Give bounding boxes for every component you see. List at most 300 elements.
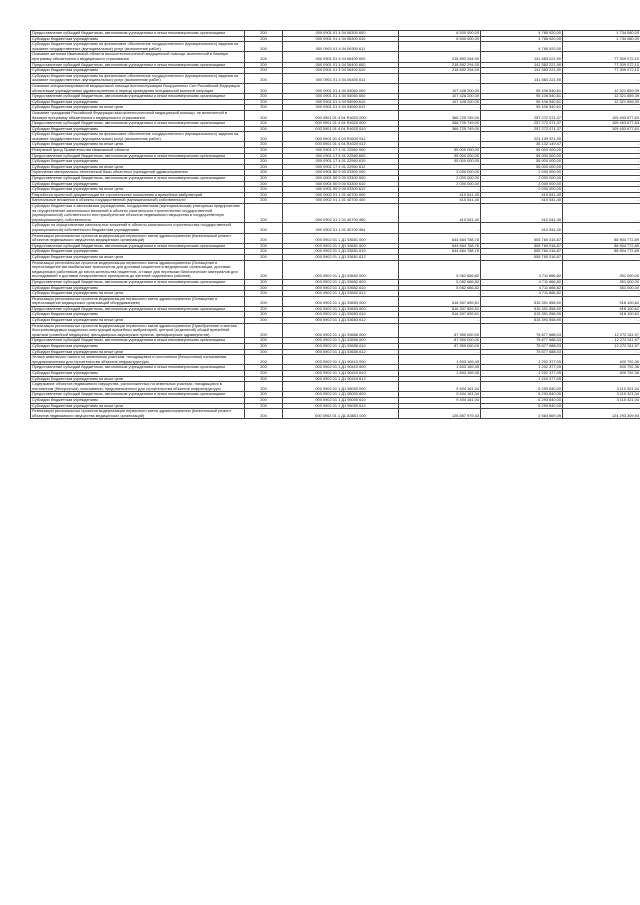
row-unexecuted-amount-cell: -: [563, 187, 640, 193]
table-row: [31, 296, 640, 306]
row-code-cell: 200: [245, 148, 283, 154]
row-name-cell: Предоставление субсидий бюджетным, автономным учреждениям и иным некоммерческим организациям: [31, 365, 245, 371]
row-unexecuted-amount-cell: -: [563, 223, 640, 233]
row-executed-amount-cell: 410 541,40: [481, 204, 563, 223]
table-body: [31, 31, 640, 419]
row-classification-cell: 000 0902 01 1 Д1 53651 612: [283, 254, 399, 260]
table-row: [31, 121, 640, 127]
table-row: [31, 403, 640, 409]
row-code-cell: 200: [245, 243, 283, 249]
row-executed-amount-cell: 55 000 000,00: [481, 153, 563, 159]
row-classification-cell: 000 0902 01 1 Д1 95000 612: [283, 403, 399, 409]
row-code-cell: 200: [245, 312, 283, 318]
table-row: [31, 148, 640, 154]
row-executed-amount-cell: 141 583 221,90: [481, 62, 563, 68]
row-approved-amount-cell: -: [399, 42, 481, 52]
table-row: [31, 233, 640, 243]
row-approved-amount-cell: 107 428 200,00: [399, 99, 481, 105]
row-approved-amount-cell: 55 000 000,00: [399, 148, 481, 154]
row-approved-amount-cell: 9 404 161,04: [399, 382, 481, 392]
row-approved-amount-cell: 218 892 294,00: [399, 52, 481, 62]
row-name-cell: Субсидии бюджетным учреждениям на финансовое обеспечение государственного (муниципального) задания на оказание государственных (муниципальных) услуг (выполнение работ): [31, 132, 245, 142]
row-classification-cell: 000 0901 17 4 01 22960 610: [283, 159, 399, 165]
row-code-cell: 200: [245, 382, 283, 392]
row-executed-amount-cell: 75 677 688,03: [481, 349, 563, 355]
row-executed-amount-cell: 55 000 000,00: [481, 164, 563, 170]
row-executed-amount-cell: 410 541,40: [481, 223, 563, 233]
row-code-cell: 200: [245, 198, 283, 204]
row-unexecuted-amount-cell: 12 321 659,39: [563, 94, 640, 100]
table-row: [31, 31, 640, 37]
row-code-cell: 200: [245, 36, 283, 42]
row-approved-amount-cell: 516 307 659,51: [399, 296, 481, 306]
row-unexecuted-amount-cell: 88 904 772,89: [563, 243, 640, 249]
row-unexecuted-amount-cell: -: [563, 198, 640, 204]
row-executed-amount-cell: 2 000 000,00: [481, 187, 563, 193]
row-name-cell: Разработка проектной документации на строительство поликлиник и врачебных амбулаторий: [31, 192, 245, 198]
row-executed-amount-cell: 515 391 558,90: [481, 318, 563, 324]
row-code-cell: 200: [245, 42, 283, 52]
row-name-cell: Субсидии бюджетным учреждениям: [31, 397, 245, 403]
row-approved-amount-cell: -: [399, 376, 481, 382]
row-code-cell: 200: [245, 371, 283, 377]
row-code-cell: 200: [245, 31, 283, 37]
table-row: [31, 291, 640, 297]
row-classification-cell: 000 0902 01 1 Д1 53652 612: [283, 291, 399, 297]
row-approved-amount-cell: -: [399, 403, 481, 409]
budget-execution-table: [30, 30, 640, 419]
row-approved-amount-cell: 1 603 169,45: [399, 371, 481, 377]
table-row: [31, 110, 640, 120]
row-classification-cell: 000 0902 01 1 Д1 53651 000: [283, 233, 399, 243]
row-name-cell: Оказание гражданам Российской Федерации высокотехнологичной медицинской помощи, не включенной в базовую программу обязательного медицинского страхования: [31, 110, 245, 120]
row-classification-cell: 000 0902 01 1 Д1 53653 600: [283, 306, 399, 312]
row-code-cell: 200: [245, 176, 283, 182]
row-code-cell: 200: [245, 192, 283, 198]
row-unexecuted-amount-cell: 400 792,36: [563, 365, 640, 371]
table-row: [31, 349, 640, 355]
row-unexecuted-amount-cell: -: [563, 291, 640, 297]
row-classification-cell: 000 0901 01 4 04 54060 600: [283, 94, 399, 100]
row-executed-amount-cell: 141 583 221,90: [481, 68, 563, 74]
row-classification-cell: 000 0901 17 4 01 22960 000: [283, 148, 399, 154]
row-unexecuted-amount-cell: -: [563, 176, 640, 182]
row-name-cell: Субсидии бюджетным учреждениям: [31, 285, 245, 291]
row-executed-amount-cell: 6 293 840,00: [481, 397, 563, 403]
row-executed-amount-cell: 555 760 016,87: [481, 233, 563, 243]
row-classification-cell: 000 0902 01 1 01 40700 000: [283, 192, 399, 198]
row-unexecuted-amount-cell: 88 904 772,89: [563, 233, 640, 243]
table-row: [31, 254, 640, 260]
row-classification-cell: 000 0901 01 4 04 R4020 611: [283, 132, 399, 142]
row-unexecuted-amount-cell: 1 734 080,00: [563, 36, 640, 42]
row-code-cell: 200: [245, 164, 283, 170]
row-unexecuted-amount-cell: -: [563, 164, 640, 170]
row-unexecuted-amount-cell: -: [563, 181, 640, 187]
row-approved-amount-cell: 5 062 666,82: [399, 285, 481, 291]
row-name-cell: Субсидии бюджетным учреждениям на иные цели: [31, 142, 245, 148]
row-code-cell: 200: [245, 355, 283, 365]
row-name-cell: Предоставление субсидий бюджетным, автономным учреждениям и иным некоммерческим организациям: [31, 243, 245, 249]
row-code-cell: 200: [245, 153, 283, 159]
row-executed-amount-cell: 4 765 920,00: [481, 42, 563, 52]
row-unexecuted-amount-cell: 88 904 772,89: [563, 249, 640, 255]
row-code-cell: 200: [245, 403, 283, 409]
row-approved-amount-cell: 5 062 666,82: [399, 279, 481, 285]
row-unexecuted-amount-cell: 12 321 659,39: [563, 83, 640, 93]
table-row: [31, 204, 640, 223]
row-code-cell: 200: [245, 397, 283, 403]
row-name-cell: Укрепление материально-технической базы областных учреждений здравоохранения: [31, 170, 245, 176]
row-unexecuted-amount-cell: 351 000,00: [563, 260, 640, 279]
row-code-cell: 200: [245, 52, 283, 62]
table-row: [31, 132, 640, 142]
row-code-cell: 200: [245, 68, 283, 74]
row-classification-cell: 000 0902 01 1 Д1 А3651 000: [283, 409, 399, 419]
table-row: [31, 164, 640, 170]
row-approved-amount-cell: 1 603 169,45: [399, 365, 481, 371]
row-code-cell: 200: [245, 392, 283, 398]
row-classification-cell: 000 0901 01 4 04 06400 600: [283, 62, 399, 68]
table-row: [31, 94, 640, 100]
row-code-cell: 200: [245, 94, 283, 100]
row-name-cell: Субсидии бюджетным учреждениям: [31, 36, 245, 42]
row-name-cell: Реализация региональных проектов модернизации первичного звена здравоохранения (Оснащение и переоснащение медицинских организаций оборудованием): [31, 296, 245, 306]
row-unexecuted-amount-cell: 3 110 321,04: [563, 397, 640, 403]
table-row: [31, 223, 640, 233]
table-row: [31, 365, 640, 371]
row-classification-cell: 000 0901 01 4 04 06300 600: [283, 31, 399, 37]
row-approved-amount-cell: 644 664 788,76: [399, 249, 481, 255]
row-classification-cell: 000 0902 01 1 01 40700 400: [283, 198, 399, 204]
row-executed-amount-cell: 141 583 221,90: [481, 52, 563, 62]
row-unexecuted-amount-cell: 77 309 072,10: [563, 62, 640, 68]
row-name-cell: Капитальные вложения в объекты государственной (муниципальной) собственности: [31, 198, 245, 204]
row-classification-cell: 000 0902 01 1 Д1 53651 600: [283, 243, 399, 249]
row-name-cell: Субсидии бюджетным учреждениям: [31, 68, 245, 74]
row-approved-amount-cell: 644 664 788,76: [399, 233, 481, 243]
row-approved-amount-cell: 126 857 979,43: [399, 409, 481, 419]
row-name-cell: Субсидии бюджетным учреждениям: [31, 249, 245, 255]
row-executed-amount-cell: 75 677 688,03: [481, 344, 563, 350]
row-executed-amount-cell: 257 272 071,37: [481, 126, 563, 132]
row-name-cell: Предоставление субсидий бюджетным, автономным учреждениям и иным некоммерческим организациям: [31, 94, 245, 100]
row-name-cell: Реализация региональных проектов модернизации первичного звена здравоохранения (Оснащение и переоснащение автомобильным транспортом для доставки пациентов в медицинские организации, доставки медицинских работников до места жительства пациентов, а также для перевозки биологических материалов для исследований и доставки лекарственных препаратов до жителей отдаленных районов): [31, 260, 245, 279]
row-code-cell: 200: [245, 233, 283, 243]
row-name-cell: Субсидии бюджетным и автономным учреждениям, государственным (муниципальным) унитарным предприятиям на осуществление капитальных вложений в объекты капитального строительства государственной (муниципальной) собственности или приобретение объектов недвижимого имущества в государственную (муниципальную) собственность: [31, 204, 245, 223]
table-row: [31, 73, 640, 83]
table-row: [31, 105, 640, 111]
row-executed-amount-cell: 75 677 688,03: [481, 323, 563, 338]
row-approved-amount-cell: 366 725 749,00: [399, 126, 481, 132]
row-approved-amount-cell: -: [399, 291, 481, 297]
row-name-cell: Субсидии бюджетным учреждениям на иные цели: [31, 403, 245, 409]
row-classification-cell: 000 0902 01 1 Д1 53652 610: [283, 285, 399, 291]
row-unexecuted-amount-cell: 351 000,00: [563, 285, 640, 291]
row-executed-amount-cell: 95 106 540,61: [481, 83, 563, 93]
row-name-cell: Субсидии бюджетным учреждениям: [31, 99, 245, 105]
row-name-cell: Предоставление субсидий бюджетным, автономным учреждениям и иным некоммерческим организациям: [31, 338, 245, 344]
row-unexecuted-amount-cell: -: [563, 170, 640, 176]
table-row: [31, 243, 640, 249]
row-name-cell: Субсидии бюджетным учреждениям: [31, 344, 245, 350]
row-approved-amount-cell: 218 892 294,00: [399, 68, 481, 74]
row-executed-amount-cell: 95 106 540,61: [481, 99, 563, 105]
row-approved-amount-cell: -: [399, 142, 481, 148]
row-classification-cell: 000 0901 17 4 01 22960 612: [283, 164, 399, 170]
row-approved-amount-cell: 107 428 200,00: [399, 94, 481, 100]
row-executed-amount-cell: 75 677 688,03: [481, 338, 563, 344]
row-unexecuted-amount-cell: 124 293 309,94: [563, 409, 640, 419]
row-classification-cell: 000 0901 01 4 04 R4020 612: [283, 142, 399, 148]
table-row: [31, 323, 640, 338]
row-classification-cell: 000 0902 01 1 Д1 53653 612: [283, 318, 399, 324]
table-row: [31, 198, 640, 204]
row-code-cell: 200: [245, 187, 283, 193]
row-name-cell: Предоставление субсидий бюджетным, автономным учреждениям и иным некоммерческим организациям: [31, 62, 245, 68]
row-name-cell: Предоставление субсидий бюджетным, автономным учреждениям и иным некоммерческим организациям: [31, 153, 245, 159]
row-name-cell: Субсидии бюджетным учреждениям на иные цели: [31, 349, 245, 355]
row-name-cell: Оказание жителям Ивановской области высокотехнологичной медицинской помощи, включенной в базовую программу обязательного медицинского страхования: [31, 52, 245, 62]
row-classification-cell: 000 0902 01 1 Д1 53656 610: [283, 344, 399, 350]
row-code-cell: 200: [245, 159, 283, 165]
row-unexecuted-amount-cell: 12 272 311,97: [563, 323, 640, 338]
row-approved-amount-cell: -: [399, 105, 481, 111]
row-classification-cell: 000 0901 50 9 00 03300 612: [283, 187, 399, 193]
row-code-cell: 200: [245, 409, 283, 419]
row-executed-amount-cell: 95 106 540,61: [481, 94, 563, 100]
row-approved-amount-cell: 516 307 659,51: [399, 306, 481, 312]
row-name-cell: Субсидии бюджетным учреждениям на иные цели: [31, 164, 245, 170]
row-name-cell: Субсидии бюджетным учреждениям на иные цели: [31, 291, 245, 297]
row-classification-cell: 000 0901 50 9 00 03300 600: [283, 176, 399, 182]
row-classification-cell: 000 0901 01 4 04 06400 610: [283, 68, 399, 74]
row-name-cell: Содержание объектов недвижимого имущества, расположенных на земельных участках, находящихся в постоянном (бессрочном) пользовании, предназначенных для строительства объектов инфраструктуры: [31, 382, 245, 392]
row-name-cell: Предоставление субсидий бюджетным, автономным учреждениям и иным некоммерческим организациям: [31, 121, 245, 127]
row-unexecuted-amount-cell: 3 110 321,04: [563, 392, 640, 398]
row-code-cell: 200: [245, 349, 283, 355]
row-approved-amount-cell: 516 307 659,51: [399, 312, 481, 318]
row-code-cell: 200: [245, 279, 283, 285]
row-executed-amount-cell: 555 760 016,87: [481, 249, 563, 255]
row-code-cell: 200: [245, 260, 283, 279]
row-code-cell: 200: [245, 344, 283, 350]
row-code-cell: 200: [245, 110, 283, 120]
row-approved-amount-cell: -: [399, 318, 481, 324]
row-code-cell: 200: [245, 223, 283, 233]
row-classification-cell: 000 0902 01 1 Д1 53653 000: [283, 296, 399, 306]
row-executed-amount-cell: 36 132 149,47: [481, 142, 563, 148]
row-name-cell: Субсидии бюджетным учреждениям: [31, 371, 245, 377]
row-code-cell: 200: [245, 306, 283, 312]
row-executed-amount-cell: 6 293 840,00: [481, 382, 563, 392]
row-classification-cell: 000 0901 01 4 04 06400 611: [283, 73, 399, 83]
row-executed-amount-cell: 2 000 000,00: [481, 181, 563, 187]
row-executed-amount-cell: 515 391 558,90: [481, 312, 563, 318]
row-executed-amount-cell: 257 272 071,37: [481, 110, 563, 120]
row-unexecuted-amount-cell: -: [563, 204, 640, 223]
row-unexecuted-amount-cell: -: [563, 142, 640, 148]
row-executed-amount-cell: 515 391 558,90: [481, 306, 563, 312]
table-row: [31, 83, 640, 93]
row-executed-amount-cell: 6 293 840,00: [481, 403, 563, 409]
row-name-cell: Субсидии бюджетным учреждениям на финансовое обеспечение государственного (муниципального) задания на оказание государственных (муниципальных) услуг (выполнение работ): [31, 73, 245, 83]
row-unexecuted-amount-cell: 109 453 677,63: [563, 121, 640, 127]
row-executed-amount-cell: 257 272 071,37: [481, 121, 563, 127]
row-approved-amount-cell: -: [399, 73, 481, 83]
table-row: [31, 355, 640, 365]
row-classification-cell: 000 0902 01 1 Д1 90410 000: [283, 355, 399, 365]
table-row: [31, 260, 640, 279]
row-classification-cell: 000 0902 01 1 01 40700 464: [283, 223, 399, 233]
row-executed-amount-cell: 4 711 666,82: [481, 291, 563, 297]
row-classification-cell: 000 0901 17 4 01 22960 600: [283, 153, 399, 159]
row-approved-amount-cell: 2 000 000,00: [399, 170, 481, 176]
row-approved-amount-cell: 410 541,40: [399, 198, 481, 204]
table-row: [31, 170, 640, 176]
row-executed-amount-cell: 2 000 000,00: [481, 176, 563, 182]
row-unexecuted-amount-cell: 351 000,00: [563, 279, 640, 285]
row-code-cell: 200: [245, 99, 283, 105]
row-name-cell: Субсидии бюджетным учреждениям на иные цели: [31, 376, 245, 382]
row-classification-cell: 000 0901 01 4 04 R4020 000: [283, 110, 399, 120]
row-name-cell: Субсидии бюджетным учреждениям: [31, 159, 245, 165]
row-classification-cell: 000 0901 01 4 04 R4020 610: [283, 126, 399, 132]
row-unexecuted-amount-cell: 77 309 072,10: [563, 52, 640, 62]
row-approved-amount-cell: 55 000 000,00: [399, 153, 481, 159]
row-executed-amount-cell: 555 760 016,87: [481, 254, 563, 260]
row-code-cell: 200: [245, 73, 283, 83]
table-row: [31, 187, 640, 193]
row-code-cell: 200: [245, 126, 283, 132]
row-classification-cell: 000 0902 01 1 Д1 53652 600: [283, 279, 399, 285]
row-classification-cell: 000 0901 01 4 04 06400 000: [283, 52, 399, 62]
row-unexecuted-amount-cell: -: [563, 42, 640, 52]
row-unexecuted-amount-cell: -: [563, 318, 640, 324]
table-row: [31, 376, 640, 382]
row-unexecuted-amount-cell: 3 110 321,04: [563, 382, 640, 392]
row-unexecuted-amount-cell: 109 453 677,63: [563, 110, 640, 120]
row-unexecuted-amount-cell: 12 272 311,97: [563, 338, 640, 344]
row-classification-cell: 000 0902 01 1 Д1 90410 612: [283, 376, 399, 382]
row-name-cell: Уплата земельного налога по земельным участкам, находящимся в постоянном (бессрочном) пользовании, предназначенным для строительства объектов инфраструктуры: [31, 355, 245, 365]
row-executed-amount-cell: 141 583 221,90: [481, 73, 563, 83]
row-classification-cell: 000 0901 01 4 04 54060 000: [283, 83, 399, 93]
row-approved-amount-cell: 55 000 000,00: [399, 159, 481, 165]
row-name-cell: Предоставление субсидий бюджетным, автономным учреждениям и иным некоммерческим организациям: [31, 176, 245, 182]
row-executed-amount-cell: 6 293 840,00: [481, 392, 563, 398]
row-classification-cell: 000 0901 01 4 04 R4020 600: [283, 121, 399, 127]
row-approved-amount-cell: 410 541,40: [399, 192, 481, 198]
row-code-cell: 200: [245, 62, 283, 68]
row-executed-amount-cell: 1 202 377,05: [481, 371, 563, 377]
row-code-cell: 200: [245, 204, 283, 223]
row-classification-cell: 000 0902 01 1 Д1 53652 000: [283, 260, 399, 279]
row-approved-amount-cell: 6 500 000,00: [399, 36, 481, 42]
row-classification-cell: 000 0902 01 1 01 40700 460: [283, 204, 399, 223]
table-row: [31, 176, 640, 182]
row-approved-amount-cell: 5 062 666,82: [399, 260, 481, 279]
row-executed-amount-cell: 95 106 540,61: [481, 105, 563, 111]
row-approved-amount-cell: 87 950 000,00: [399, 338, 481, 344]
row-approved-amount-cell: 644 664 788,76: [399, 243, 481, 249]
row-code-cell: 200: [245, 365, 283, 371]
row-unexecuted-amount-cell: 400 792,36: [563, 355, 640, 365]
row-name-cell: Субсидии бюджетным учреждениям на иные цели: [31, 318, 245, 324]
row-executed-amount-cell: 4 711 666,82: [481, 285, 563, 291]
table-row: [31, 382, 640, 392]
row-approved-amount-cell: -: [399, 164, 481, 170]
row-classification-cell: 000 0901 01 4 04 54060 612: [283, 105, 399, 111]
row-name-cell: Предоставление субсидий бюджетным, автономным учреждениям и иным некоммерческим организациям: [31, 306, 245, 312]
row-approved-amount-cell: 410 541,40: [399, 204, 481, 223]
row-unexecuted-amount-cell: -: [563, 105, 640, 111]
table-row: [31, 392, 640, 398]
table-row: [31, 153, 640, 159]
row-code-cell: 200: [245, 170, 283, 176]
row-approved-amount-cell: -: [399, 132, 481, 142]
row-code-cell: 200: [245, 121, 283, 127]
row-approved-amount-cell: -: [399, 254, 481, 260]
row-approved-amount-cell: 366 725 749,00: [399, 110, 481, 120]
table-row: [31, 142, 640, 148]
row-code-cell: 200: [245, 249, 283, 255]
row-name-cell: Реализация региональных проектов модернизации первичного звена здравоохранения (Капитальный ремонт объектов недвижимого имущества медицинских организаций): [31, 409, 245, 419]
row-code-cell: 200: [245, 376, 283, 382]
row-code-cell: 200: [245, 323, 283, 338]
row-unexecuted-amount-cell: -: [563, 254, 640, 260]
row-approved-amount-cell: 2 000 000,00: [399, 181, 481, 187]
row-name-cell: Резервный фонд Правительства Ивановской области: [31, 148, 245, 154]
row-name-cell: Субсидии на осуществление капитальных вложений в объекты капитального строительства государственной (муниципальной) собственности бюджетным учреждениям: [31, 223, 245, 233]
row-approved-amount-cell: 2 000 000,00: [399, 176, 481, 182]
row-code-cell: 200: [245, 132, 283, 142]
row-name-cell: Субсидии бюджетным учреждениям на иные цели: [31, 187, 245, 193]
row-classification-cell: 000 0902 01 1 Д1 53656 612: [283, 349, 399, 355]
table-row: [31, 306, 640, 312]
row-classification-cell: 000 0902 01 1 Д1 53656 000: [283, 323, 399, 338]
row-classification-cell: 000 0901 50 9 00 03300 000: [283, 170, 399, 176]
row-approved-amount-cell: 9 404 161,04: [399, 397, 481, 403]
row-name-cell: Субсидии бюджетным учреждениям на иные цели: [31, 105, 245, 111]
row-unexecuted-amount-cell: -: [563, 376, 640, 382]
row-unexecuted-amount-cell: -: [563, 349, 640, 355]
row-unexecuted-amount-cell: 916 100,61: [563, 306, 640, 312]
row-unexecuted-amount-cell: -: [563, 153, 640, 159]
row-executed-amount-cell: 1 202 377,05: [481, 365, 563, 371]
row-code-cell: 200: [245, 296, 283, 306]
row-executed-amount-cell: 410 541,40: [481, 192, 563, 198]
row-code-cell: 200: [245, 254, 283, 260]
row-code-cell: 200: [245, 181, 283, 187]
row-name-cell: Субсидии бюджетным учреждениям: [31, 126, 245, 132]
row-unexecuted-amount-cell: 77 309 072,10: [563, 68, 640, 74]
row-classification-cell: 000 0902 01 1 Д1 90410 600: [283, 365, 399, 371]
row-name-cell: Предоставление субсидий бюджетным, автономным учреждениям и иным некоммерческим организациям: [31, 31, 245, 37]
row-executed-amount-cell: 55 000 000,00: [481, 148, 563, 154]
row-name-cell: Предоставление субсидий бюджетным, автономным учреждениям и иным некоммерческим организациям: [31, 392, 245, 398]
row-code-cell: 200: [245, 291, 283, 297]
row-name-cell: Субсидии бюджетным учреждениям на финансовое обеспечение государственного (муниципального) задания на оказание государственных (муниципальных) услуг (выполнение работ): [31, 42, 245, 52]
row-unexecuted-amount-cell: 916 100,61: [563, 296, 640, 306]
row-executed-amount-cell: 4 711 666,82: [481, 260, 563, 279]
row-name-cell: Субсидии бюджетным учреждениям: [31, 312, 245, 318]
row-code-cell: 200: [245, 318, 283, 324]
row-unexecuted-amount-cell: -: [563, 159, 640, 165]
row-name-cell: Реализация региональных проектов модернизации первичного звена здравоохранения (Приобретение и монтаж быстровозводимых модульных конструкций врачебных амбулаторий, центров (отделений) общей врачебной практики (семейной медицины), фельдшерско-акушерских пунктов, фельдшерских здравпунктов): [31, 323, 245, 338]
row-unexecuted-amount-cell: -: [563, 132, 640, 142]
row-executed-amount-cell: 55 000 000,00: [481, 159, 563, 165]
